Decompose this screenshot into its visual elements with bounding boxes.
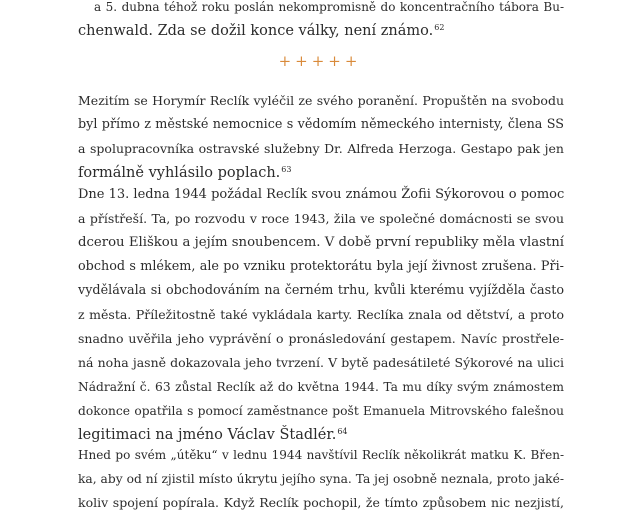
text-line: Mezitím se Horymír Reclík vyléčil ze svého poranění. Propuštěn na svobodu [78,93,564,108]
footnote-ref: 63 [281,165,292,174]
text-line: koliv spojení popírala. Když Reclík pochopil, že tímto způsobem nic nezjistí, [78,495,564,510]
text-line: dokonce opatřila s pomocí zaměstnance pošt Emanuela Mitrovského falešnou [78,404,564,418]
paragraph-4 [78,443,564,515]
text-line: legitimaci na jméno Václav Štadlér.$^{64}$ [78,427,348,443]
footnote-ref: 62 [434,23,445,32]
text-line: snadno uvěřila jeho vyprávění o pronásledování gestapem. Navíc prostřele- [78,331,564,346]
text-line: a 5. dubna téhož roku poslán nekompromisně do koncentračního tábora Bu- [94,0,564,14]
text-line: ná noha jasně dokazovala jeho tvrzení. V bytě padesátileté Sýkorové na ulici [78,355,564,370]
paragraph-3 [78,183,564,447]
text-line: Dne 13. ledna 1944 požádal Reclík svou známou Žofii Sýkorovou o pomoc [78,187,565,202]
footnote-ref: 64 [337,427,348,436]
paragraph-2 [78,89,564,185]
text-line: a přístřeší. Ta, po rozvodu v roce 1943, žila ve společné domácnosti se svou [78,211,564,226]
paragraph-1 [78,0,564,43]
text-line: a spolupracovníka ostravské služebny Dr. Alfreda Herzoga. Gestapo pak jen [78,141,564,156]
text-line: dcerou Eliškou a jejím snoubencem. V době první republiky měla vlastní [78,235,564,250]
text-line: formálně vyhlásilo poplach.$^{63}$ [78,165,292,181]
text-line: byl přímo z městské nemocnice s vědomím německého internisty, člena SS [78,117,564,132]
text-line: vydělávala si obchodováním na černém trhu, kvůli kterému vyjížděla často [78,283,564,298]
text-line: ka, aby od ní zjistil místo úkrytu jejího syna. Ta jej osobně neznala, proto jaké- [78,472,564,486]
section-separator: +++++ [278,52,362,70]
text-line: Hned po svém „útěku“ v lednu 1944 navštívil Reclík několikrát matku K. Břen- [78,448,564,462]
text-line: chenwald. Zda se dožil konce války, není známo.$^{62}$ [78,23,445,39]
text-line: Nádražní č. 63 zůstal Reclík až do května 1944. Ta mu díky svým známostem [78,380,564,394]
text-line: z města. Příležitostně také vykládala karty. Reclíka znala od dětství, a proto [78,307,564,322]
text-line: obchod s mlékem, ale po vzniku protektorátu byla její živnost zrušena. Při- [78,259,564,274]
